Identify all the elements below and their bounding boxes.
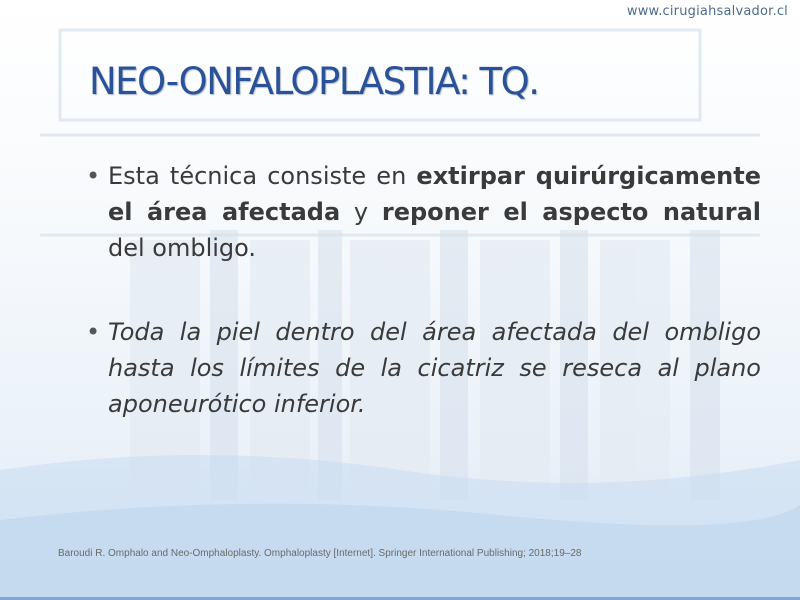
slide-title: NEO-ONFALOPLASTIA: TQ. [89,60,539,103]
bullet-marker: • [86,318,101,346]
bullet-item-technique [86,158,761,266]
text-segment: y [340,198,382,226]
bullet-text [108,162,761,262]
bullet-list [86,158,761,422]
citation-reference: Baroudi R. Omphalo and Neo-Omphaloplasty. Omphaloplasty [Internet]. Springer International Publishing; 2018;19–28 [58,548,582,559]
bold-text-segment: extirpar quirúrgicamente el área afectada [108,162,761,226]
bullet-item-resection [86,314,761,422]
bold-text-segment: reponer el aspecto natural [381,198,761,226]
bullet-marker: • [86,162,101,190]
text-segment: del ombligo. [108,234,257,262]
bullet-text: Toda la piel dentro del área afectada del ombligo hasta los límites de la cicatriz se reseca al plano aponeurótico inferior. [108,318,761,418]
text-segment: Esta técnica consiste en [108,162,417,190]
website-url: www.cirugiahsalvador.cl [626,4,788,19]
